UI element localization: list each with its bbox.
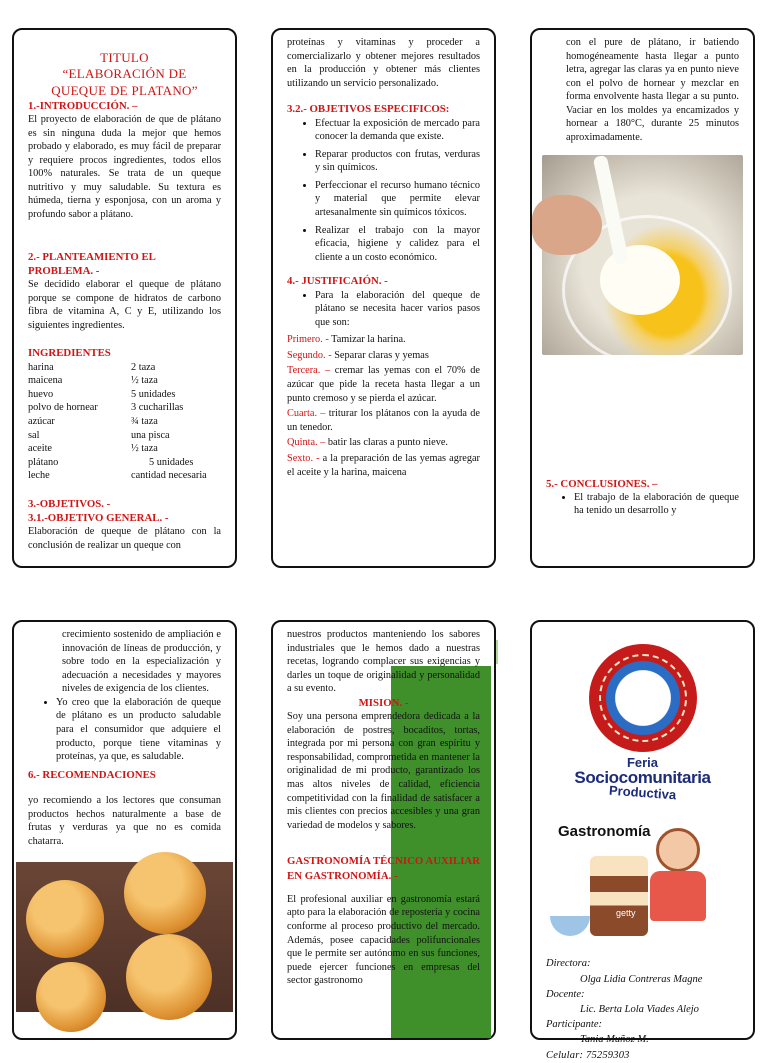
list-item: • Perfeccionar el recurso humano técnico y material que permite elevar artesanalmente sin químicos tóxicos. (315, 179, 480, 220)
ingredients-list (28, 361, 221, 483)
process-continuation: con el pure de plátano, ir batiendo homogéneamente hasta llegar a punto letra, agregar las claras ya en punto nieve con el polvo de hornear y mezclar en forma envolvente hasta llegar a su punto. Vaciar en los moldes ya encamizados y hornear a 180°C, durante 25 minutos aproximadamente. (566, 37, 739, 144)
ingredient-qty: 3 cucharillas (131, 402, 184, 414)
fair-title (546, 755, 739, 803)
mission-continuation: nuestros productos manteniendo los sabores industriales que le hemos dado a nuestras recetas, logrando complacer sus exigencias y darles un toque de originalidad y personalidad a su evento. (287, 629, 480, 695)
ingredient-name: azúcar (28, 416, 55, 427)
justification-heading: 4.- JUSTIFICAIÓN. - (287, 275, 388, 288)
conclusions-list-2 (28, 696, 221, 764)
participant-name: Tania Muñoz M. (580, 1034, 649, 1046)
credits (546, 956, 739, 1063)
ingredient-qty: 2 taza (131, 361, 156, 373)
list-item: • Efectuar la exposición de mercado para conocer la demanda que existe. (315, 117, 480, 144)
fair-title-line-3: Productiva (608, 782, 677, 803)
recommendations-text: yo recomiendo a los lectores que consuman productos hechos naturalmente a base de frutas y verduras ya que no es comida chatarra. (28, 795, 221, 847)
problem-text: Se decidido elaborar el queque de plátano porque se compone de hidratos de carbono fibra de vitamina A, C y E, utilizando los siguientes ingredientes. (28, 279, 221, 331)
step-text: batir las claras a punto nieve. (325, 437, 448, 449)
specific-objectives-heading: 3.2.- OBJETIVOS ESPECIFICOS: (287, 103, 450, 116)
ingredient-name: huevo (28, 388, 54, 400)
phone-label: Celular: 75259303 (546, 1049, 630, 1061)
general-objective-text: Elaboración de queque de plátano con la conclusión de realizar un queque con (28, 526, 221, 551)
ingredient-name: aceite (28, 443, 53, 455)
ingredient-qty: cantidad necesaria (131, 470, 207, 482)
teacher-label: Docente: (546, 988, 585, 1000)
title-line-1: TITULO (100, 50, 149, 65)
participant-label: Participante: (546, 1019, 602, 1031)
ingredient-name: harina (28, 361, 54, 373)
panel-introduction (12, 28, 237, 568)
step-text: cremar las yemas con el 70% de azúcar que pide la receta hasta llegar a un punto cremoso y se pierda el azúcar. (287, 365, 480, 404)
mission-text: Soy una persona emprendedora dedicada a la elaboración de postres, bocaditos, tortas, integrada por mi persona con gran espíritu y responsabilidad, comprometida en mantener la originalidad de mi producto, garantizado los mas altos niveles de calidad, eficiencia competitividad con la finalidad de satisfacer a mis clientes con precios accesibles y una gran variedad de modelos y sabores. (287, 711, 480, 831)
step-label: Primero. - (287, 334, 329, 346)
panel-recommendations (12, 620, 237, 1040)
gastronomy-text: El profesional auxiliar en gastronomía estará apto para la elaboración de repostería y cocina conforme al proceso productivo del mercado. Además, posee capacidades polifuncionales que le permite ser autónomo en sus funciones, puede ejercer funciones en empresas del sector gastronomo (287, 893, 480, 987)
ingredient-qty: ½ taza (131, 375, 158, 387)
intro-heading: 1.-INTRODUCCIÓN. – (28, 99, 138, 112)
general-objective-heading: 3.1.-OBJETIVO GENERAL. - (28, 512, 169, 525)
objective-continuation: proteínas y vitaminas y proceder a comercializarlo y obtener mejores resultados en la producción y obtener más clientes utilizando un servicio personalizado. (287, 37, 480, 89)
director-name: Olga Lidia Contreras Magne (580, 973, 703, 985)
watermark-text: getty (616, 908, 636, 919)
ingredient-qty: una pisca (131, 429, 170, 441)
mission-heading: MISION. - (358, 696, 409, 709)
panel-objectives (271, 28, 496, 568)
gastronomy-label: Gastronomía (558, 823, 651, 841)
ingredient-name: polvo de hornear (28, 402, 98, 414)
title-line-3: QUEQUE DE PLATANO” (51, 82, 198, 98)
gastronomy-illustration (546, 816, 739, 946)
conclusion-continuation: crecimiento sostenido de ampliación e innovación de líneas de producción, y sobre todo en la especialización y adecuación a necesidades y mayores niveles de exigencia de los clientes. (62, 629, 221, 695)
step-label: Tercera. – (287, 365, 331, 377)
title-line-2: “ELABORACIÓN DE (62, 66, 187, 82)
bowl-icon (550, 916, 590, 936)
ingredient-name: maicena (28, 375, 63, 387)
step-label: Segundo. - (287, 349, 332, 361)
mixing-bowl-photo (542, 155, 743, 355)
director-label: Directora: (546, 958, 591, 970)
teacher-name: Lic. Berta Lola Viades Alejo (580, 1003, 699, 1015)
ingredient-qty: 5 unidades (131, 388, 176, 400)
list-item: • Yo creo que la elaboración de queque de plátano es un producto saludable para el consumidor que adquiere el producto, porque tiene vitaminas y proteínas, ya que, es saludable. (56, 696, 221, 764)
conclusions-list (546, 491, 739, 518)
step-label: Cuarta. – (287, 408, 326, 420)
document-title (28, 50, 221, 99)
panel-process-conclusions (530, 28, 755, 568)
step-text: triturar los plátanos con la ayuda de un tenedor. (287, 408, 481, 433)
chef-icon (656, 828, 700, 872)
list-item: • Reparar productos con frutas, verduras y sin químicos. (315, 148, 480, 175)
specific-objectives-list (287, 117, 480, 265)
ingredient-qty: 5 unidades (131, 456, 194, 468)
cake-icon (590, 856, 648, 936)
ingredients-heading: INGREDIENTES (28, 347, 111, 360)
ingredient-name: leche (28, 470, 50, 482)
panel-cover (530, 620, 755, 1061)
step-text: Separar claras y yemas (331, 349, 429, 361)
recipe-steps (287, 333, 480, 479)
intro-text: El proyecto de elaboración de que de plátano es sin ninguna duda la mejor que hemos probado y elaborado, es muy fácil de preparar y requiere procos ingredientes, todos ellos 100% naturales. Se trata de un queque nutritivo y muy saludable. Su textura es húmeda, tierna y esponjosa, con un aroma y profundo sabor a plátano. (28, 114, 221, 221)
list-item: • El trabajo de la elaboración de queque ha tenido un desarrollo y (574, 491, 739, 518)
gastronomy-heading: GASTRONOMÍA TÉCNICO AUXILIAR EN GASTRONOMÍA. - (287, 855, 480, 882)
step-label: Quinta. – (287, 437, 326, 449)
ingredient-qty: ¾ taza (131, 416, 158, 427)
school-seal-logo (589, 644, 697, 752)
ingredient-name: plátano (28, 456, 59, 468)
problem-heading: 2.- PLANTEAMIENTO EL PROBLEMA. - (28, 250, 156, 277)
justification-list (287, 289, 480, 330)
step-label: Sexto. - (287, 452, 320, 464)
list-item: • Para la elaboración del queque de plátano se necesita hacer varios pasos que son: (315, 289, 480, 330)
step-text: a la preparación de las yemas agregar el aceite y la harina, maicena (287, 452, 480, 478)
step-text: Tamizar la harina. (328, 334, 406, 346)
fair-title-line-2: Sociocomunitaria (574, 768, 711, 787)
ingredient-qty: ½ taza (131, 443, 158, 455)
conclusions-heading: 5.- CONCLUSIONES. – (546, 477, 658, 490)
recommendations-heading: 6.- RECOMENDACIONES (28, 768, 156, 781)
baked-cakes-photo (16, 862, 233, 1012)
panel-mission (271, 620, 496, 1040)
list-item: • Realizar el trabajo con la mayor eficacia, higiene y calidez para el cliente a un costo económico. (315, 224, 480, 265)
objectives-heading: 3.-OBJETIVOS. - (28, 497, 111, 510)
fair-title-line-1: Feria (626, 755, 659, 770)
ingredient-name: sal (28, 429, 40, 441)
